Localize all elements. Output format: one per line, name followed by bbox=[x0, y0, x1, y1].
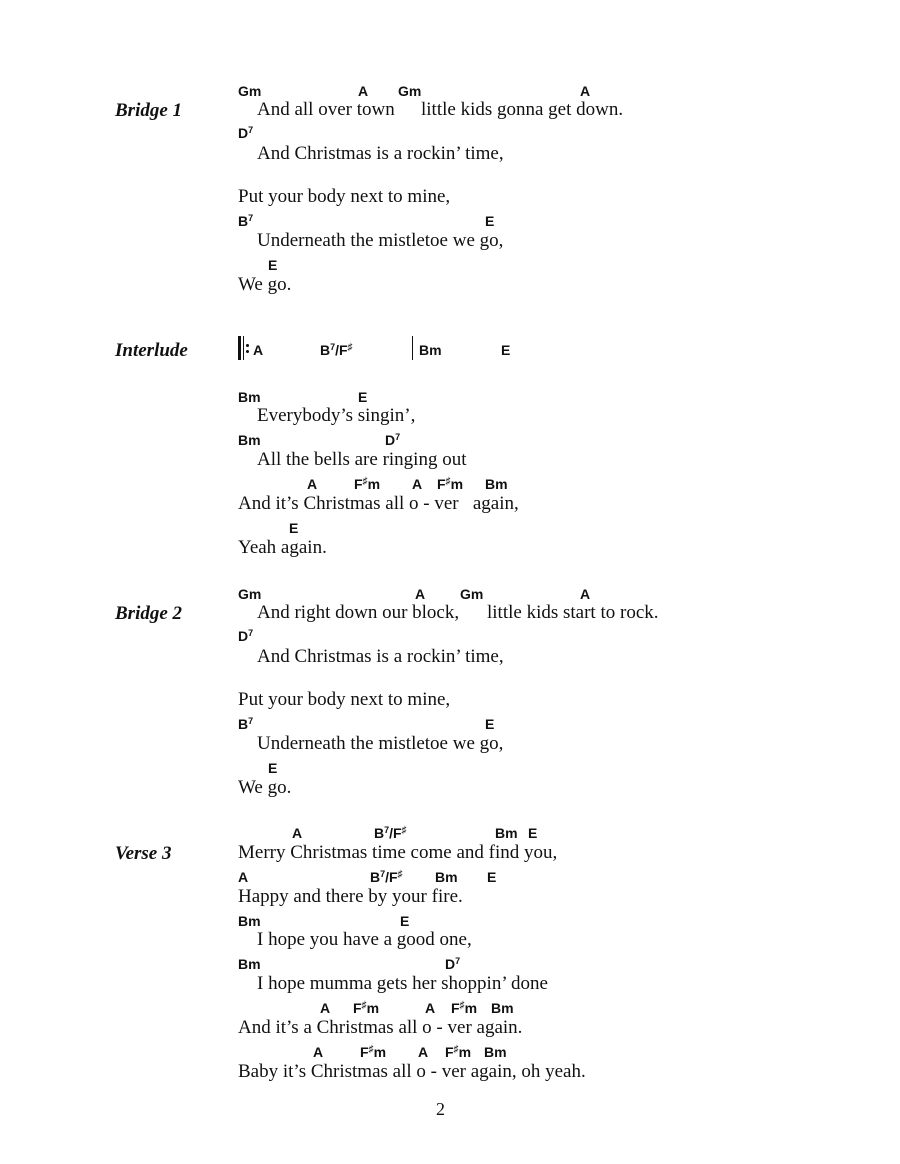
lyric-line: Underneath the mistletoe we go, bbox=[257, 230, 504, 251]
chord-bm: Bm bbox=[495, 825, 518, 841]
chord-a: A bbox=[418, 1044, 429, 1060]
chord-b7: $B^7$ bbox=[238, 716, 254, 732]
chord-e: E bbox=[400, 913, 410, 929]
lyric-line: And it’s a Christmas all o - ver again. bbox=[238, 1017, 523, 1038]
chord-e: E bbox=[268, 760, 278, 776]
chord-e: E bbox=[358, 389, 368, 405]
lyric-line: And all over town bbox=[257, 99, 395, 120]
chord-f-sharp-m: F♯m bbox=[354, 476, 381, 492]
chord-a: A bbox=[253, 342, 264, 358]
chord-bm: Bm bbox=[238, 956, 261, 972]
chord-bm: Bm bbox=[435, 869, 458, 885]
lyric-line: All the bells are ringing out bbox=[257, 449, 467, 470]
chord-d7: $D^7$ bbox=[385, 432, 401, 448]
lyric-line: We go. bbox=[238, 777, 292, 798]
chord-bm: Bm bbox=[484, 1044, 507, 1060]
chord-d7: $D^7$ bbox=[238, 628, 254, 644]
lyric-line: little kids gonna get down. bbox=[421, 99, 624, 120]
chord-f-sharp-m: F♯m bbox=[445, 1044, 472, 1060]
chord-bm: Bm bbox=[238, 389, 261, 405]
lyric-line: Happy and there by your fire. bbox=[238, 886, 463, 907]
lyric-line: Put your body next to mine, bbox=[238, 186, 451, 207]
lyric-line: Everybody’s singin’, bbox=[257, 405, 416, 426]
chord-e: E bbox=[485, 716, 495, 732]
lyric-line: And Christmas is a rockin’ time, bbox=[257, 646, 504, 667]
lyric-line: And Christmas is a rockin’ time, bbox=[257, 143, 504, 164]
lyric-line: And it’s Christmas all o - ver again, bbox=[238, 493, 519, 514]
lyric-line: Merry Christmas time come and find you, bbox=[238, 842, 558, 863]
chord-bm: Bm bbox=[485, 476, 508, 492]
chord-a: A bbox=[307, 476, 318, 492]
chord-a: A bbox=[415, 586, 426, 602]
chord-a: A bbox=[412, 476, 423, 492]
chord-a: A bbox=[580, 586, 591, 602]
chord-b7-over-f-sharp: $B^7/F^♯$ bbox=[320, 342, 353, 358]
chord-b7-over-f-sharp: $B^7/F^♯$ bbox=[374, 825, 407, 841]
section-label-bridge-2: Bridge 2 bbox=[115, 603, 183, 624]
lyric-line: I hope mumma gets her shoppin’ done bbox=[257, 973, 548, 994]
section-label-bridge-1: Bridge 1 bbox=[115, 100, 183, 121]
chord-f-sharp-m: F♯m bbox=[451, 1000, 478, 1016]
chord-f-sharp-m: F♯m bbox=[360, 1044, 387, 1060]
chord-d7: $D^7$ bbox=[445, 956, 461, 972]
chord-a: A bbox=[425, 1000, 436, 1016]
chord-e: E bbox=[268, 257, 278, 273]
repeat-start-sign bbox=[238, 336, 252, 360]
chord-e: E bbox=[487, 869, 497, 885]
chord-e: E bbox=[501, 342, 511, 358]
section-label-interlude: Interlude bbox=[115, 340, 188, 361]
chord-a: A bbox=[358, 83, 369, 99]
chord-a: A bbox=[292, 825, 303, 841]
lyric-line: Yeah again. bbox=[238, 537, 327, 558]
chord-bm: Bm bbox=[238, 913, 261, 929]
chord-bm: Bm bbox=[238, 432, 261, 448]
lyric-line: And right down our block, bbox=[257, 602, 460, 623]
lyric-line: Put your body next to mine, bbox=[238, 689, 451, 710]
chord-gm: Gm bbox=[398, 83, 422, 99]
chord-gm: Gm bbox=[460, 586, 484, 602]
page-number: 2 bbox=[436, 1099, 445, 1119]
lyric-line: little kids start to rock. bbox=[487, 602, 659, 623]
lyric-line: Baby it’s Christmas all o - ver again, oh yeah. bbox=[238, 1061, 586, 1082]
chord-b7-over-f-sharp: $B^7/F^♯$ bbox=[370, 869, 403, 885]
chord-b7: $B^7$ bbox=[238, 213, 254, 229]
chord-f-sharp-m: F♯m bbox=[353, 1000, 380, 1016]
section-label-verse-3: Verse 3 bbox=[115, 843, 172, 864]
chord-gm: Gm bbox=[238, 586, 262, 602]
chord-e: E bbox=[289, 520, 299, 536]
chord-a: A bbox=[238, 869, 249, 885]
chord-d7: $D^7$ bbox=[238, 125, 254, 141]
chord-bm: Bm bbox=[491, 1000, 514, 1016]
chord-bm: Bm bbox=[419, 342, 442, 358]
lyric-line: Underneath the mistletoe we go, bbox=[257, 733, 504, 754]
chord-e: E bbox=[485, 213, 495, 229]
chord-e: E bbox=[528, 825, 538, 841]
chord-a: A bbox=[580, 83, 591, 99]
chord-a: A bbox=[313, 1044, 324, 1060]
chord-gm: Gm bbox=[238, 83, 262, 99]
lyric-line: I hope you have a good one, bbox=[257, 929, 472, 950]
lyric-line: We go. bbox=[238, 274, 292, 295]
chord-a: A bbox=[320, 1000, 331, 1016]
bar-line bbox=[412, 336, 413, 360]
chord-f-sharp-m: F♯m bbox=[437, 476, 464, 492]
